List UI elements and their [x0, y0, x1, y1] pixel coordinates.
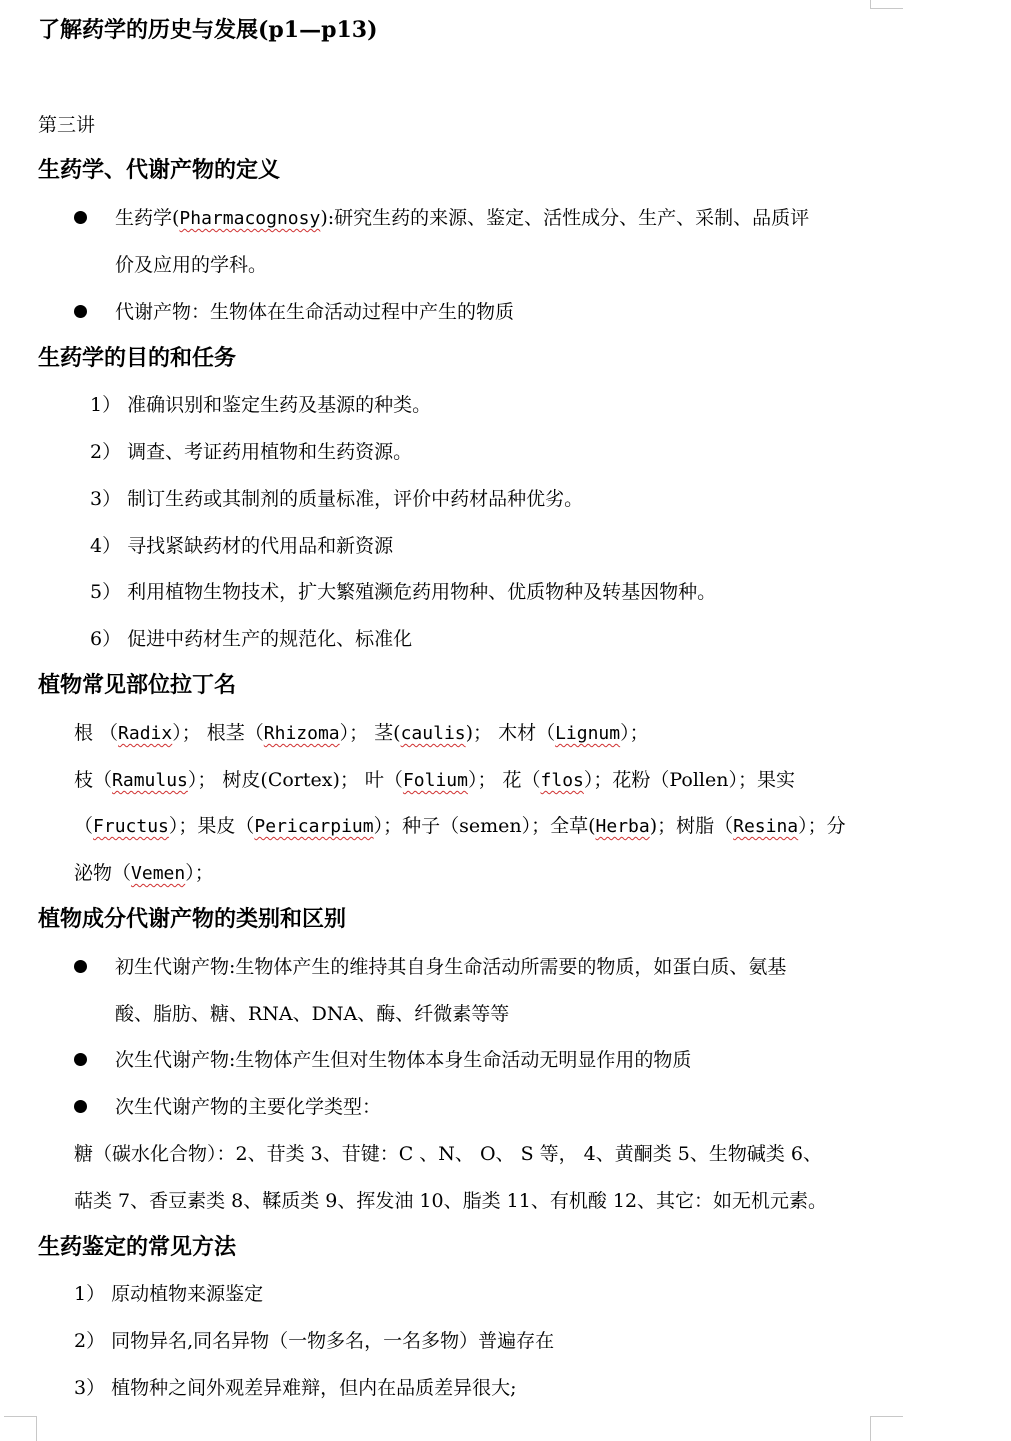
text-fragment: 枝（ — [74, 769, 113, 791]
text-fragment: （ — [74, 815, 94, 837]
text-fragment: 泌物（ — [74, 862, 132, 884]
text-fragment: ）；种子（semen）；全草( — [373, 815, 596, 837]
bullet-item — [115, 205, 809, 232]
lecture-label: 第三讲 — [38, 114, 96, 136]
bullet-continuation: 酸、脂肪、糖、RNA、DNA、酶、纤微素等等 — [115, 1003, 510, 1025]
paragraph-line: 糖（碳水化合物）：2、苷类 3、苷键：C 、N、 O、 S 等， 4、黄酮类 5、生物碱类 6、 — [74, 1143, 823, 1165]
bullet-item: 次生代谢产物:生物体产生但对生物体本身生命活动无明显作用的物质 — [115, 1049, 692, 1071]
bullet-item: 次生代谢产物的主要化学类型： — [115, 1096, 382, 1118]
section-heading: 植物成分代谢产物的类别和区别 — [38, 906, 347, 932]
bullet-item: 代谢产物：生物体在生命活动过程中产生的物质 — [115, 301, 515, 323]
latin-term: Ramulus — [112, 770, 188, 791]
list-item: 6） 促进中药材生产的规范化、标准化 — [90, 628, 413, 650]
latin-term: caulis — [400, 723, 466, 744]
list-item: 1） 准确识别和鉴定生药及基源的种类。 — [90, 394, 432, 416]
text-fragment: ):研究生药的来源、鉴定、活性成分、生产、采制、品质评 — [320, 207, 810, 229]
latin-term: Lignum — [555, 723, 621, 744]
latin-term: Vemen — [131, 863, 186, 884]
latin-term: Folium — [402, 770, 468, 791]
bullet-item: 初生代谢产物:生物体产生的维持其自身生命活动所需要的物质，如蛋白质、氨基 — [115, 956, 787, 978]
latin-term: Radix — [118, 723, 173, 744]
text-fragment: 根 （ — [74, 722, 119, 744]
list-item: 3） 制订生药或其制剂的质量标准，评价中药材品种优劣。 — [90, 488, 584, 510]
section-heading: 生药学的目的和任务 — [38, 345, 237, 371]
section-heading: 生药鉴定的常见方法 — [38, 1234, 237, 1260]
text-fragment: ）； 花（ — [467, 769, 541, 791]
latin-term: Pharmacognosy — [179, 208, 321, 229]
paragraph-line: 萜类 7、香豆素类 8、鞣质类 9、挥发油 10、脂类 11、有机酸 12、其它：如无机元素。 — [74, 1190, 828, 1212]
text-fragment: ）；花粉（Pollen）；果实 — [583, 769, 795, 791]
bullet-dot — [74, 960, 87, 973]
latin-term: flos — [540, 770, 584, 791]
latin-term: Resina — [733, 816, 799, 837]
text-fragment: ）；果皮（ — [168, 815, 255, 837]
section-heading: 植物常见部位拉丁名 — [38, 672, 237, 698]
section-heading: 生药学、代谢产物的定义 — [38, 157, 281, 183]
latin-term: Fructus — [93, 816, 169, 837]
list-item: 1） 原动植物来源鉴定 — [74, 1283, 264, 1305]
list-item: 2） 调查、考证药用植物和生药资源。 — [90, 441, 413, 463]
latin-term: Pericarpium — [254, 816, 374, 837]
list-item: 3） 植物种之间外观差异难辩，但内在品质差异很大; — [74, 1377, 517, 1399]
page-corner-mark — [870, 0, 903, 9]
bullet-dot — [74, 1053, 87, 1066]
text-fragment: )； 木材（ — [465, 722, 556, 744]
latin-names-line — [74, 767, 795, 794]
document-title: 了解药学的历史与发展(p1—p13) — [38, 17, 378, 43]
text-fragment: ）；分 — [798, 815, 846, 837]
list-item: 4） 寻找紧缺药材的代用品和新资源 — [90, 535, 394, 557]
text-fragment: ）； — [185, 862, 214, 884]
latin-names-line — [74, 860, 214, 887]
text-fragment: ）； 茎( — [339, 722, 401, 744]
latin-term: Rhizoma — [263, 723, 340, 744]
bullet-dot — [74, 305, 87, 318]
bullet-dot — [74, 211, 87, 224]
text-fragment: )；树脂（ — [649, 815, 734, 837]
text-fragment: ）； 树皮(Cortex)； 叶（ — [187, 769, 403, 791]
text-fragment: ）； 根茎（ — [172, 722, 264, 744]
bullet-dot — [74, 1100, 87, 1113]
latin-term: Herba — [595, 816, 650, 837]
list-item: 2） 同物异名,同名异物（一物多名，一名多物）普遍存在 — [74, 1330, 555, 1352]
text-fragment: 生药学( — [115, 207, 180, 229]
bullet-continuation: 价及应用的学科。 — [115, 254, 268, 276]
latin-names-line — [74, 720, 649, 747]
text-fragment: ）； — [620, 722, 649, 744]
latin-names-line — [74, 813, 846, 840]
list-item: 5） 利用植物生物技术，扩大繁殖濒危药用物种、优质物种及转基因物种。 — [90, 581, 717, 603]
